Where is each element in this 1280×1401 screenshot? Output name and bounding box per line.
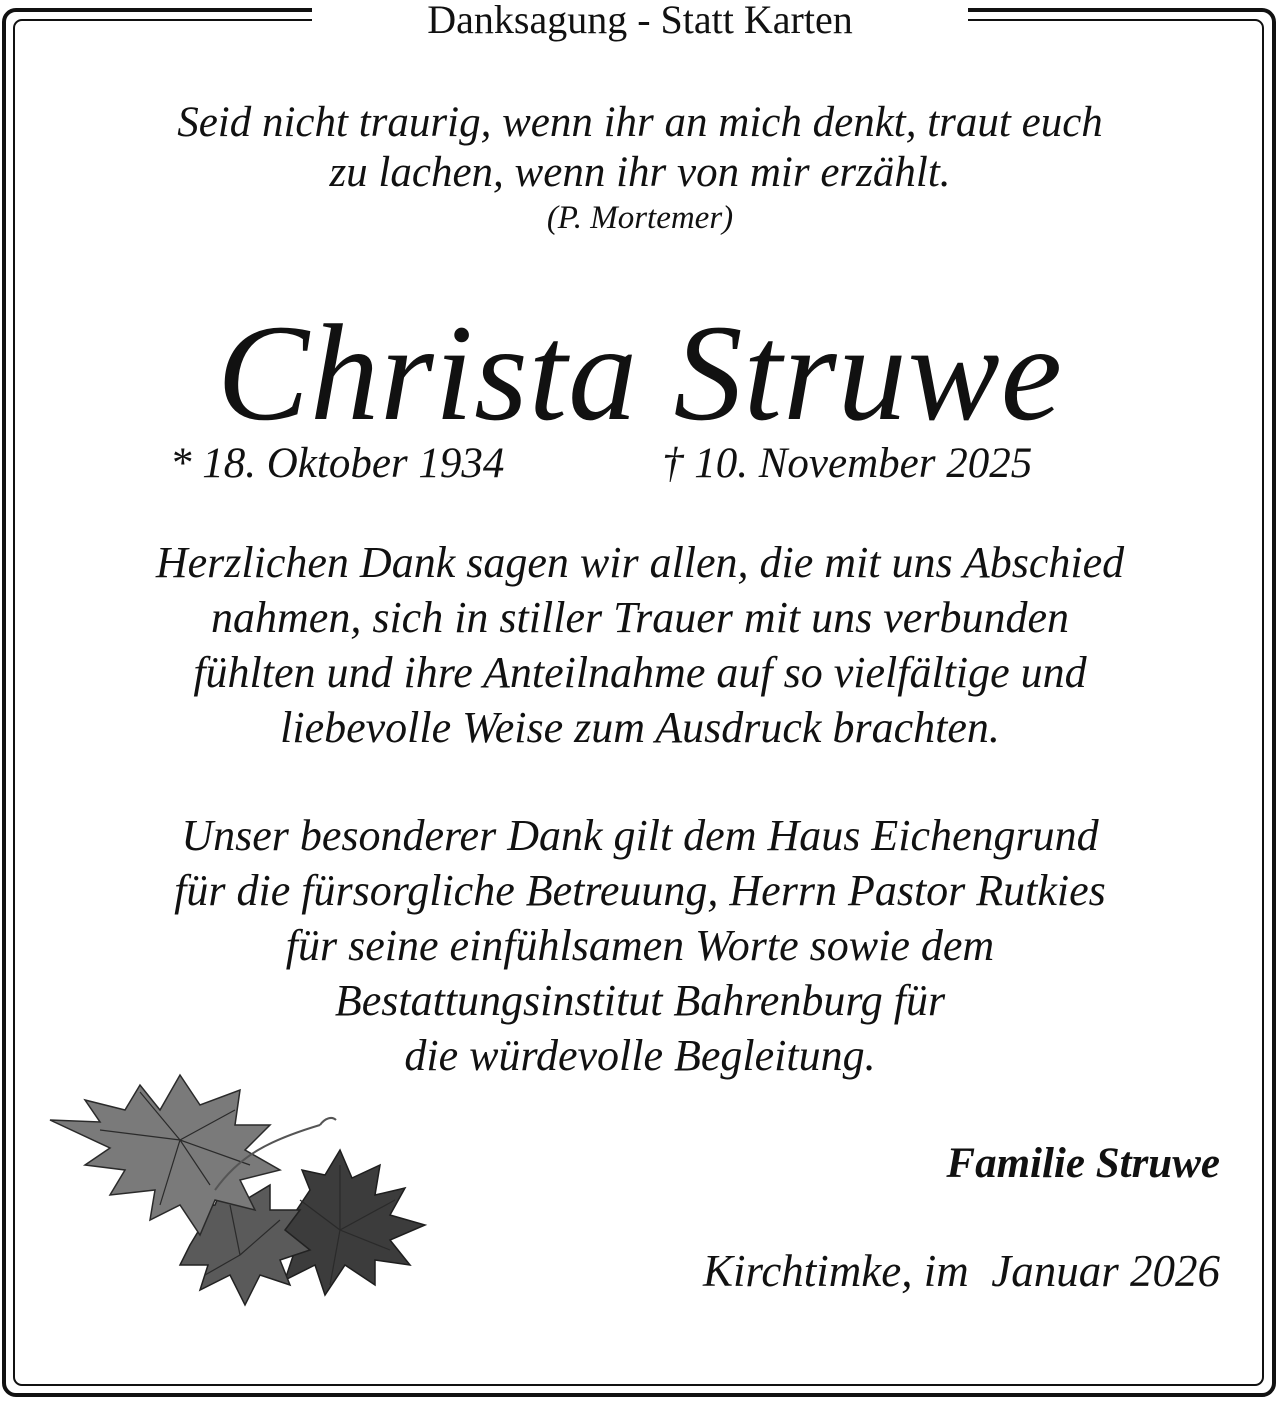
thanks-line: für seine einfühlsamen Worte sowie dem — [285, 921, 995, 970]
thanks-paragraph-2 — [0, 808, 1280, 1083]
death-date: † 10. November 2025 — [662, 440, 1033, 487]
deceased-name: Christa Struwe — [217, 296, 1063, 449]
thanks-line: fühlten und ihre Anteilnahme auf so vielfältige und — [193, 648, 1087, 697]
quote-author: (P. Mortemer) — [546, 200, 734, 236]
birth-date: * 18. Oktober 1934 — [170, 440, 505, 487]
quote-line: Seid nicht traurig, wenn ihr an mich denkt, traut euch — [177, 99, 1103, 146]
thanks-line: Unser besonderer Dank gilt dem Haus Eichengrund — [181, 811, 1099, 860]
thanks-line: nahmen, sich in stiller Trauer mit uns verbunden — [211, 593, 1069, 642]
place-date: Kirchtimke, im Januar 2026 — [702, 1246, 1220, 1296]
signature: Familie Struwe — [946, 1140, 1220, 1187]
thanks-line: die würdevolle Begleitung. — [404, 1031, 876, 1080]
quote-line: zu lachen, wenn ihr von mir erzählt. — [329, 149, 951, 196]
thanks-line: Bestattungsinstitut Bahrenburg für — [334, 976, 946, 1025]
quote — [0, 98, 1280, 198]
header-title: Danksagung - Statt Karten — [427, 0, 853, 42]
thanks-line: Herzlichen Dank sagen wir allen, die mit uns Abschied — [155, 538, 1125, 587]
thanks-line: liebevolle Weise zum Ausdruck brachten. — [280, 703, 1000, 752]
thanks-line: für die fürsorgliche Betreuung, Herrn Pastor Rutkies — [174, 866, 1106, 915]
thanks-paragraph-1 — [0, 535, 1280, 755]
maple-leaves-image — [40, 1070, 460, 1320]
